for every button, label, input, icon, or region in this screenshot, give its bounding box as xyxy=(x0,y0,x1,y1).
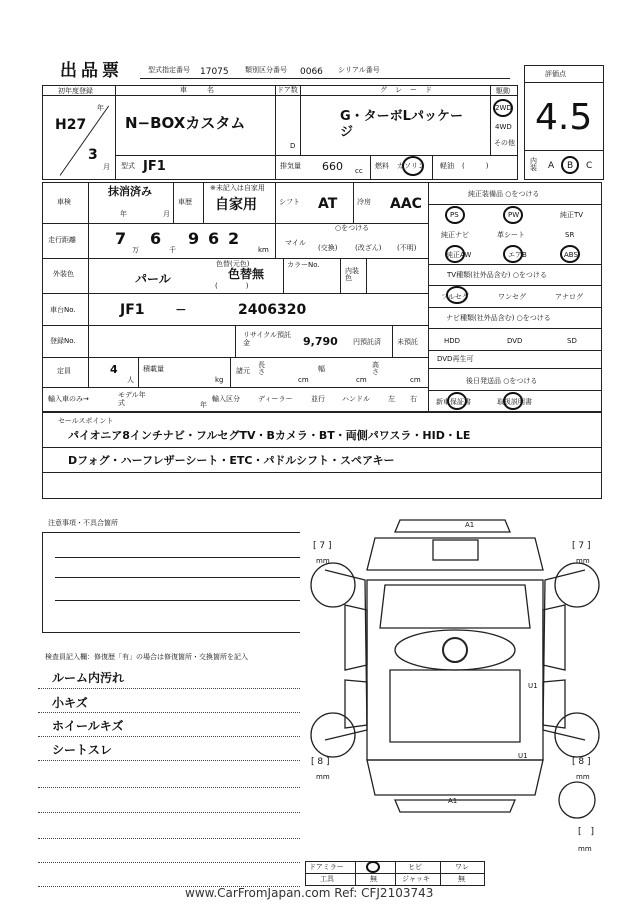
drive-label: 駆動 xyxy=(496,87,510,95)
recycle-paid: 円預託済 xyxy=(353,338,381,346)
fuel-paren: ( ) xyxy=(462,162,489,170)
note-item: ホイールキズ xyxy=(52,719,124,733)
spare-tire-unit: mm xyxy=(578,845,592,853)
navi-sd: SD xyxy=(567,337,577,345)
usage-value: 自家用 xyxy=(215,197,257,213)
recolor-paren: ( ) xyxy=(215,282,249,290)
tv-title: TV種類(社外品含む) ○をつける xyxy=(447,271,547,279)
tire-rl-value: 8 xyxy=(317,757,324,767)
navi-hdd: HDD xyxy=(444,337,461,345)
drive-2wd: 2WD xyxy=(495,104,512,112)
equip-navi: 純正ナビ xyxy=(441,231,469,239)
mileage-sen: 千 xyxy=(169,246,176,254)
displacement-value: 660 xyxy=(322,160,343,173)
warp-label: ワレ xyxy=(455,863,469,871)
model-cert-label: 型式指定番号 xyxy=(148,66,190,74)
tire-rr-unit: mm xyxy=(576,773,590,781)
chassis-label: 車台No. xyxy=(50,306,76,314)
import-dealer: ディーラー xyxy=(258,395,293,403)
later-manual-circle xyxy=(503,392,523,410)
equip-tv: 純正TV xyxy=(560,211,584,219)
width-unit: cm xyxy=(356,376,367,384)
class-no: 0066 xyxy=(300,67,323,77)
height-unit: cm xyxy=(410,376,421,384)
handle-left: 左 xyxy=(388,395,395,403)
capacity-value: 4 xyxy=(110,363,118,376)
drive-other: その他 xyxy=(494,139,515,147)
first-reg-label: 初年度登録 xyxy=(58,87,93,95)
color-value: パール xyxy=(135,272,171,286)
interior-circle xyxy=(561,156,579,174)
recycle-value: 9,790 xyxy=(303,335,338,348)
interior-label: 内装 xyxy=(530,157,537,172)
recycle-label: リサイクル預託金 xyxy=(243,331,292,348)
equip-ps: PS xyxy=(450,211,459,219)
car-name-label: 車名 xyxy=(180,86,234,94)
sheet-title: 出品票 xyxy=(60,61,123,81)
tools-label: 工具 xyxy=(320,875,334,883)
width-label: 幅 xyxy=(318,365,325,373)
sales-line1: パイオニア8インチナビ・フルセグTV・Bカメラ・BT・両側パワスラ・HID・LE xyxy=(68,429,471,442)
note-item: 小キズ xyxy=(52,696,88,710)
fuel-label: 燃料 xyxy=(375,162,389,170)
drive-2wd-circle xyxy=(493,99,513,117)
jack-value: 無 xyxy=(458,875,465,883)
serial-label: シリアル番号 xyxy=(338,66,380,74)
month-label: 月 xyxy=(103,163,110,171)
meter-label: マイル xyxy=(285,239,306,247)
equipment-title: 純正装備品 ○をつける xyxy=(468,190,540,198)
meter-note: ○をつける xyxy=(335,224,370,232)
first-reg-year: H27 xyxy=(55,117,87,133)
damage-u1-side: U1 xyxy=(528,682,538,690)
navi-dvd: DVD xyxy=(507,337,523,345)
chassis-prefix: JF1 xyxy=(120,302,145,318)
tv-fullseg-circle xyxy=(446,286,468,304)
later-warranty-circle xyxy=(447,392,467,410)
fuel-circle xyxy=(402,156,424,176)
shaken-year: 年 xyxy=(120,210,127,218)
navi-title: ナビ種類(社外品含む) ○をつける xyxy=(446,314,551,322)
model-year-label: モデル年式 xyxy=(118,391,146,408)
chassis-dash: − xyxy=(175,302,187,318)
caution-label: 注意事項・不具合箇所 xyxy=(48,519,118,527)
displacement-label: 排気量 xyxy=(280,162,301,170)
tv-fullseg: フルセグ xyxy=(441,293,469,301)
type-label: 型式 xyxy=(121,162,135,170)
type-value: JF1 xyxy=(143,159,166,174)
note-item: シートスレ xyxy=(52,743,112,757)
drive-4wd: 4WD xyxy=(495,123,512,131)
cc-unit: cc xyxy=(355,167,363,175)
dims-label: 諸元 xyxy=(236,367,250,375)
equip-pw: PW xyxy=(508,211,520,219)
damage-u1-rear-wheel: U1 xyxy=(518,752,528,760)
meter-option-unknown: (不明) xyxy=(397,244,417,252)
ac-label: 冷房 xyxy=(357,198,371,206)
import-class-label: 輸入区分 xyxy=(212,395,240,403)
equip-abs-circle xyxy=(560,245,580,263)
doors-suffix: D xyxy=(290,142,296,150)
later-warranty: 新車保証書 xyxy=(436,398,471,406)
sales-line2: Dフォグ・ハーフレザーシート・ETC・パドルシフト・スペアキー xyxy=(68,454,395,467)
note-item: ルーム内汚れ xyxy=(52,671,125,685)
mileage-km: km xyxy=(258,246,269,254)
mileage-digit: 6 xyxy=(150,229,162,248)
reg-no-label: 登録No. xyxy=(50,337,76,345)
equip-aw-circle xyxy=(445,245,465,263)
damage-a1-rear: A1 xyxy=(448,797,458,805)
equip-ps-circle xyxy=(445,206,465,224)
capacity-label: 定員 xyxy=(57,367,71,375)
model-cert-no: 17075 xyxy=(200,67,229,77)
shift-label: シフト xyxy=(279,198,300,206)
recycle-unpaid: 未預託 xyxy=(397,338,418,346)
tire-rear-right: [ 8 ] xyxy=(572,757,591,767)
tools-value: 無 xyxy=(370,875,377,883)
year-label: 年 xyxy=(97,104,104,112)
grade-line1: G・ターボLパッケー xyxy=(340,109,463,124)
later-manual: 取扱説明書 xyxy=(497,398,532,406)
tire-fr-value: 7 xyxy=(578,541,585,551)
usage-note: ※未記入は自家用 xyxy=(210,184,265,192)
tv-oneseg: ワンセグ xyxy=(498,293,526,301)
recolor-label: 色替(元色) xyxy=(216,260,250,268)
length-label: 長さ xyxy=(258,361,265,376)
load-label: 積載量 xyxy=(143,365,164,373)
grade-label: グレード xyxy=(380,86,440,94)
equip-aw: 純正AW xyxy=(446,251,472,259)
mileage-digit: 6 xyxy=(208,229,220,248)
tv-analog: アナログ xyxy=(555,293,583,301)
chassis-no: 2406320 xyxy=(238,302,307,318)
interior-color-label: 内装色 xyxy=(345,267,359,282)
import-parallel: 並行 xyxy=(311,395,325,403)
class-label: 類別区分番号 xyxy=(245,66,287,74)
interior-b: B xyxy=(567,161,574,171)
damage-a1-front: A1 xyxy=(465,521,475,529)
meter-option-tampered: (改ざん) xyxy=(355,244,382,252)
recolor-value: 色替無 xyxy=(228,267,265,281)
equip-pw-circle xyxy=(503,206,523,224)
tire-fr-unit: mm xyxy=(576,557,590,565)
watermark: www.CarFromJapan.com Ref: CFJ2103743 xyxy=(185,886,434,900)
mileage-man: 万 xyxy=(132,246,139,254)
mileage-digit: 2 xyxy=(228,229,240,248)
mileage-digit: 7 xyxy=(115,229,127,248)
equip-abs: ABS xyxy=(564,251,578,259)
score-value: 4.5 xyxy=(535,97,593,138)
shaken-month: 月 xyxy=(163,210,170,218)
tire-fl-value: 7 xyxy=(319,541,326,551)
shaken-value: 抹消済み xyxy=(108,185,152,198)
door-mirror-label: ドアミラー xyxy=(309,863,344,871)
grade-line2: ジ xyxy=(340,125,354,140)
handle-label: ハンドル xyxy=(342,395,370,403)
dvd-playback: DVD再生可 xyxy=(437,355,474,363)
car-name: N−BOXカスタム xyxy=(125,114,246,132)
tire-rear-left: [ 8 ] xyxy=(311,757,330,767)
model-year-unit: 年 xyxy=(200,401,207,409)
ac-value: AAC xyxy=(390,196,422,212)
interior-c: C xyxy=(586,161,593,171)
crack-label: ヒビ xyxy=(408,863,422,871)
shaken-label: 車検 xyxy=(57,198,71,206)
interior-a: A xyxy=(548,161,555,171)
fuel-light-oil: 軽油 xyxy=(440,162,454,170)
load-unit: kg xyxy=(215,376,224,384)
caution-box xyxy=(42,532,300,632)
mileage-label: 走行距離 xyxy=(48,236,76,244)
height-label: 高さ xyxy=(372,361,379,376)
length-unit: cm xyxy=(298,376,309,384)
door-mirror-circle xyxy=(366,861,380,873)
handle-right: 右 xyxy=(410,395,417,403)
first-reg-month: 3 xyxy=(88,147,98,163)
tire-front-right: [ 7 ] xyxy=(572,541,591,551)
inspector-label: 検査員記入欄：修復歴「有」の場合は修復箇所・交換箇所を記入 xyxy=(45,653,248,661)
shift-value: AT xyxy=(318,196,338,212)
jack-label: ジャッキ xyxy=(402,875,430,883)
mileage-digit: 9 xyxy=(188,229,200,248)
tire-front-left: [ 7 ] xyxy=(313,541,332,551)
tire-fl-unit: mm xyxy=(316,557,330,565)
usage-label: 車歴 xyxy=(178,198,192,206)
import-label: 輸入車のみ→ xyxy=(48,395,89,403)
equip-leather: 革シート xyxy=(497,231,525,239)
doors-label: ドア数 xyxy=(277,86,298,94)
equip-sr: SR xyxy=(565,231,575,239)
spare-tire-bracket: [ ] xyxy=(578,827,595,837)
tire-rl-unit: mm xyxy=(316,773,330,781)
color-label: 外装色 xyxy=(53,270,74,278)
equip-airbag-circle xyxy=(503,245,523,263)
meter-option-replaced: (交換) xyxy=(318,244,338,252)
score-label: 評価点 xyxy=(545,70,566,78)
tire-rr-value: 8 xyxy=(578,757,585,767)
color-no-label: カラーNo. xyxy=(287,261,320,269)
later-title: 後日発送品 ○をつける xyxy=(466,377,538,385)
equip-airbag: エアB xyxy=(508,251,527,259)
fuel-gasoline: ガソリン xyxy=(397,162,425,170)
sales-label: セールスポイント xyxy=(58,417,114,425)
capacity-unit: 人 xyxy=(127,376,134,384)
